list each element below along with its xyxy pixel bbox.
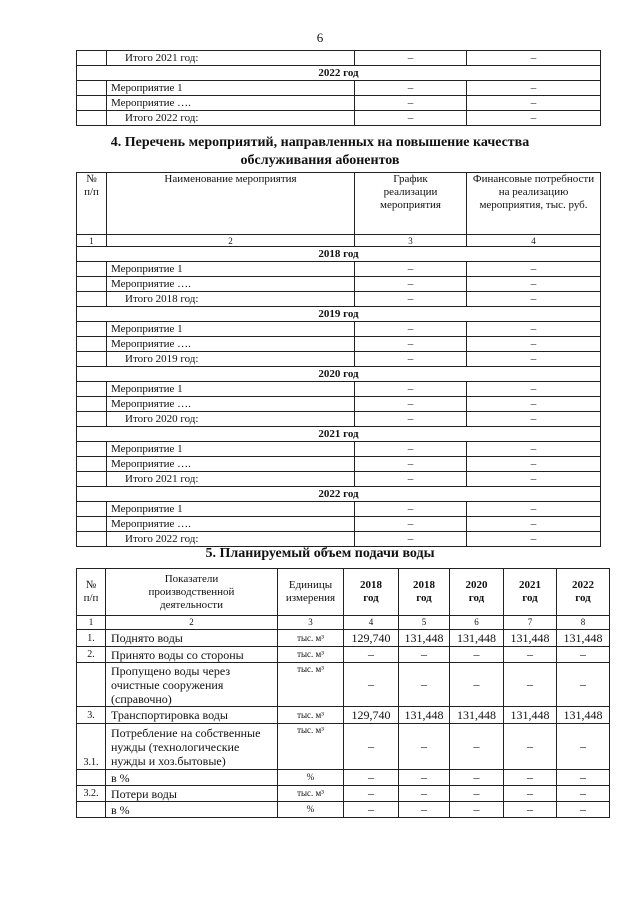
table-row: Мероприятие 1 – – [77, 502, 601, 517]
column-numbers: 1 2 3 4 [77, 235, 601, 247]
row-label: Мероприятие …. [107, 337, 355, 352]
row-label: Мероприятие …. [107, 517, 355, 532]
table-row: 3.2. Потери воды тыс. м³ – – – – – [77, 786, 610, 802]
row-label: Итого 2019 год: [107, 352, 355, 367]
row-label: Мероприятие …. [107, 457, 355, 472]
year-row: 2022 год [77, 487, 601, 502]
section5-title: 5. Планируемый объем подачи воды [205, 546, 435, 561]
year-row: 2022 год [77, 66, 601, 81]
year-row: 2019 год [77, 307, 601, 322]
row-label: Мероприятие 1 [107, 262, 355, 277]
table-row: Пропущено воды через очистные сооружения (справочно) тыс. м³ – – – – – [77, 663, 610, 707]
row-label: Итого 2020 год: [107, 412, 355, 427]
row-label: Мероприятие 1 [107, 322, 355, 337]
table-row: 1. Поднято воды тыс. м³ 129,740 131,448 131,448 131,448 131,448 [77, 630, 610, 647]
table-row: Мероприятие …. – – [77, 457, 601, 472]
section5-table [76, 568, 610, 818]
page-number: 6 [316, 30, 324, 45]
table-row: Мероприятие …. – – [77, 397, 601, 412]
table-header: № п/п Наименование мероприятия График реализации мероприятия Финансовые потребности на реализацию мероприятия, тыс. руб. [77, 173, 601, 235]
row-label: Мероприятие 1 [107, 382, 355, 397]
table-row: 3.1. Потребление на собственные нужды (технологические нужды и хоз.бытовые) тыс. м³ – – – – – [77, 724, 610, 770]
table-row: Мероприятие 1 – – [77, 322, 601, 337]
row-label: Мероприятие …. [107, 397, 355, 412]
table-header: № п/п Показатели производственной деятельности Единицы измерения 2018 год 2018 год 2020 год 2021 год 2022 год [77, 569, 610, 616]
top-table [76, 50, 601, 126]
table-row: Мероприятие …. – – [77, 96, 601, 111]
row-label: Мероприятие 1 [107, 502, 355, 517]
table-row: Итого 2020 год: – – [77, 412, 601, 427]
table-row: Мероприятие 1 – – [77, 81, 601, 96]
row-label: Мероприятие …. [107, 277, 355, 292]
row-label: Итого 2021 год: [107, 472, 355, 487]
table-row: Мероприятие …. – – [77, 517, 601, 532]
table-row: 2. Принято воды со стороны тыс. м³ – – – – – [77, 647, 610, 663]
table-row: в % % – – – – – [77, 770, 610, 786]
table-row: Итого 2018 год: – – [77, 292, 601, 307]
table-row: Итого 2022 год: – – [77, 111, 601, 126]
row-label: Мероприятие 1 [107, 442, 355, 457]
table-row: Итого 2021 год: – – [77, 472, 601, 487]
table-row: Итого 2019 год: – – [77, 352, 601, 367]
row-label: Итого 2018 год: [107, 292, 355, 307]
table-row: Итого 2022 год: – – [77, 532, 601, 547]
row-label: Итого 2021 год: [107, 51, 355, 66]
table-row: в % % – – – – – [77, 802, 610, 818]
table-row: Итого 2021 год: – – [77, 51, 601, 66]
section4-title: 4. Перечень мероприятий, направленных на повышение качества обслуживания абонентов [110, 135, 530, 168]
year-row: 2018 год [77, 247, 601, 262]
section4-table [76, 172, 601, 547]
table-row: 3. Транспортировка воды тыс. м³ 129,740 131,448 131,448 131,448 131,448 [77, 707, 610, 724]
table-row: Мероприятие 1 – – [77, 262, 601, 277]
year-row: 2021 год [77, 427, 601, 442]
table-row: Мероприятие 1 – – [77, 442, 601, 457]
table-row: Мероприятие 1 – – [77, 382, 601, 397]
column-numbers: 1 2 3 4 5 6 7 8 [77, 616, 610, 630]
year-row: 2020 год [77, 367, 601, 382]
table-row: Мероприятие …. – – [77, 337, 601, 352]
table-row: Мероприятие …. – – [77, 277, 601, 292]
row-label: Итого 2022 год: [107, 532, 355, 547]
